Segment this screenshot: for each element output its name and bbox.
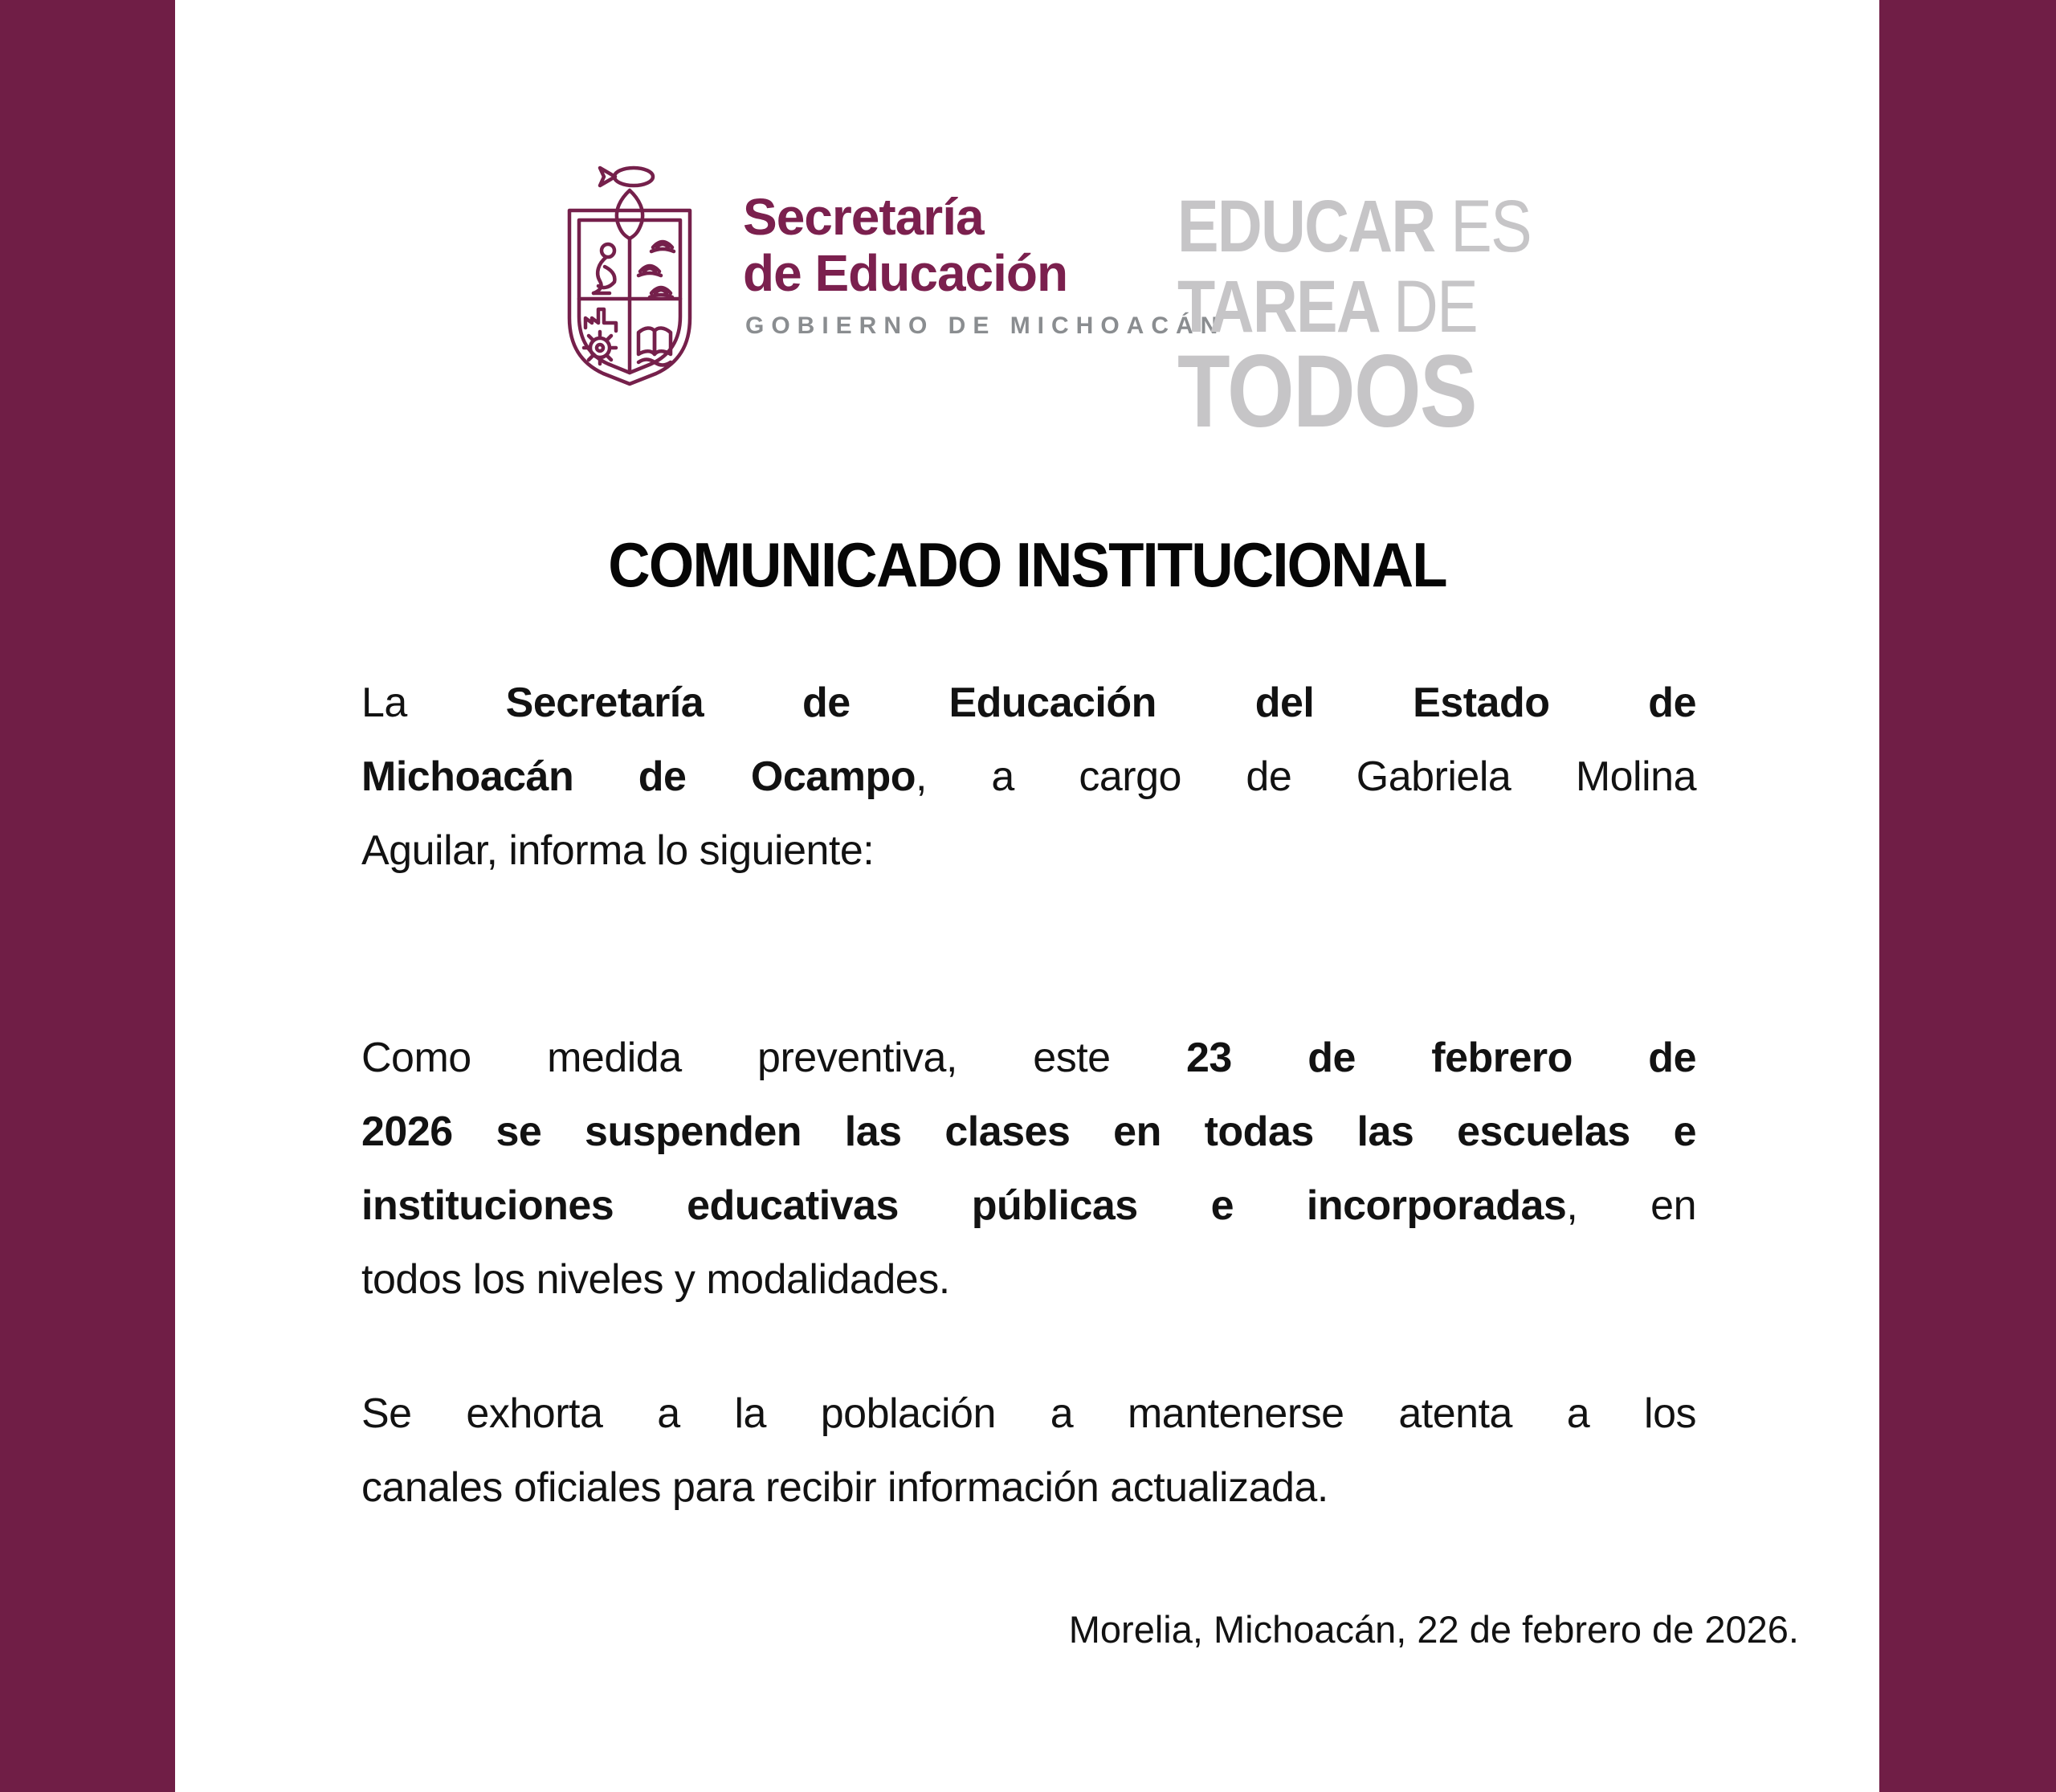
agency-name-line1: Secretaría xyxy=(743,188,984,246)
text-line: La Secretaría de Educación del Estado de xyxy=(361,680,1696,726)
text-line: Aguilar, informa lo siguiente: xyxy=(361,827,875,874)
paragraph-suspension-notice xyxy=(361,1021,1696,1316)
logo-wordmark xyxy=(743,189,1067,301)
paragraph-intro xyxy=(361,666,1696,888)
dateline: Morelia, Michoacán, 22 de febrero de 2026. xyxy=(1068,1608,1799,1651)
text-line: TODOS xyxy=(1177,334,1476,449)
government-label: GOBIERNO DE MICHOACÁN xyxy=(745,312,1226,339)
text-line: instituciones educativas públicas e incorporadas, en xyxy=(361,1182,1697,1229)
text-line: TAREA DE xyxy=(1177,266,1477,348)
page-title: COMUNICADO INSTITUCIONAL xyxy=(608,529,1446,600)
michoacan-shield-icon xyxy=(558,161,701,388)
text-line: canales oficiales para recibir información actualizada. xyxy=(361,1464,1328,1511)
right-maroon-band xyxy=(1879,0,2056,1792)
paragraph-exhortation xyxy=(361,1377,1696,1525)
text-line: Se exhorta a la población a mantenerse atenta a los xyxy=(361,1390,1696,1437)
agency-name-line2: de Educación xyxy=(743,244,1068,302)
left-maroon-band xyxy=(0,0,175,1792)
text-line: 2026 se suspenden las clases en todas las escuelas e xyxy=(361,1108,1696,1155)
text-line: Michoacán de Ocampo, a cargo de Gabriela Molina xyxy=(361,753,1697,800)
text-line: EDUCAR ES xyxy=(1177,186,1532,267)
text-line: Como medida preventiva, este 23 de febrero de xyxy=(361,1035,1696,1081)
slogan-educar-es-tarea-de-todos xyxy=(1177,186,1532,449)
text-line: todos los niveles y modalidades. xyxy=(361,1256,950,1303)
